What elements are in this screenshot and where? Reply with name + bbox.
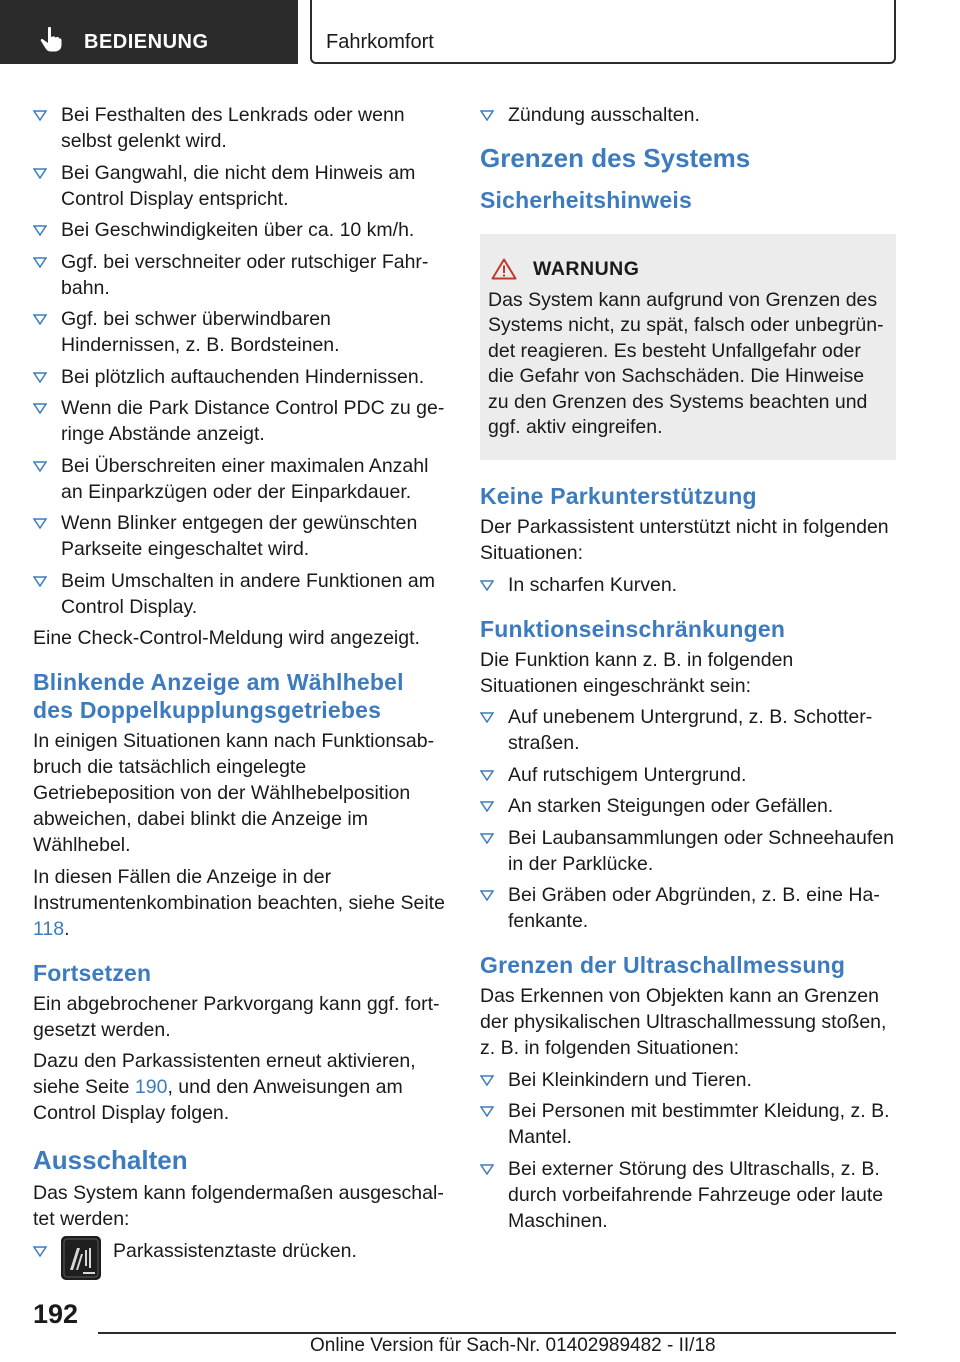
triangle-bullet-icon: [480, 1164, 494, 1175]
list-item-text: Ggf. bei verschneiter oder rutschiger Fahrbahn.: [61, 250, 429, 299]
triangle-bullet-icon: [33, 518, 47, 529]
list-item: [480, 825, 896, 877]
list-item: [33, 510, 449, 562]
page-link[interactable]: 190: [134, 1076, 168, 1098]
triangle-bullet-icon: [33, 461, 47, 472]
paragraph: In diesen Fällen die Anzeige in der Instrumentenkombination beachten, siehe Seite 118.: [33, 865, 445, 940]
triangle-bullet-icon: [480, 712, 494, 723]
heading-keine-parkunterstuetzung: Keine Parkunterstützung: [480, 483, 757, 510]
list-item: [33, 1238, 449, 1284]
list-item: [33, 217, 449, 243]
list-item-text: Beim Umschalten in andere Funktionen am Control Display.: [61, 569, 435, 618]
bullet-list: [480, 704, 896, 934]
list-item-text: Bei externer Störung des Ultraschalls, z. B. durch vorbeifahrende Fahrzeuge oder laute Maschinen.: [508, 1157, 884, 1232]
list-item: [480, 102, 896, 128]
list-item: [33, 306, 449, 358]
warning-triangle-icon: [491, 258, 517, 280]
right-column: [480, 102, 896, 1239]
park-assist-button-icon: [61, 1236, 101, 1280]
list-item-text: Bei plötzlich auftauchenden Hindernissen.: [61, 365, 425, 388]
list-item-text: Zündung ausschalten.: [508, 104, 700, 126]
hand-pointer-icon: [40, 26, 62, 52]
list-item-text: Wenn die Park Distance Control PDC zu geringe Abstände anzeigt.: [61, 397, 445, 445]
list-item-text: Bei Laubansammlungen oder Schneehaufen in der Parklücke.: [508, 826, 894, 875]
list-item-text: Auf rutschigem Untergrund.: [508, 763, 747, 786]
heading-funktionseinschraenkungen: Funktionseinschränkungen: [480, 615, 786, 642]
triangle-bullet-icon: [33, 372, 47, 383]
list-item-text: In scharfen Kurven.: [508, 573, 678, 596]
triangle-bullet-icon: [33, 168, 47, 179]
heading-sicherheitshinweis: Sicherheitshinweis: [480, 187, 692, 213]
triangle-bullet-icon: [33, 110, 47, 121]
triangle-bullet-icon: [480, 110, 494, 121]
page-link[interactable]: 118: [33, 917, 65, 940]
heading-fortsetzen: Fortsetzen: [33, 959, 152, 986]
triangle-bullet-icon: [480, 580, 494, 591]
heading-blink: Blinkende Anzeige am Wählhebel des Doppelkupplungsgetriebes: [33, 669, 404, 723]
page-number: 192: [33, 1299, 79, 1329]
triangle-bullet-icon: [480, 801, 494, 812]
check-control-text: Eine Check-Control-Meldung wird angezeigt.: [33, 627, 420, 649]
section-tab: [0, 0, 298, 64]
list-item: [33, 453, 449, 505]
paragraph: Der Parkassistent unterstützt nicht in folgenden Situationen:: [480, 516, 889, 565]
section-label: BEDIENUNG: [84, 31, 209, 53]
list-item: [33, 568, 449, 620]
triangle-bullet-icon: [33, 314, 47, 325]
warning-title: WARNUNG: [533, 258, 640, 280]
chapter-label: Fahrkomfort: [326, 31, 434, 53]
list-item: [33, 249, 449, 301]
heading-grenzen: Grenzen des Systems: [480, 143, 751, 173]
list-item-text: Wenn Blinker entgegen der gewünschten Parkseite eingeschaltet wird.: [61, 512, 418, 560]
triangle-bullet-icon: [480, 833, 494, 844]
list-item: [480, 1067, 896, 1093]
paragraph: In einigen Situationen kann nach Funktionsabbruch die tatsächlich eingelegte Getriebeposition von der Wählhebelposition abweichen, dabei blinkt die Anzeige im Wählhebel.: [33, 730, 435, 856]
list-item-text: Ggf. bei schwer überwindbaren Hindernissen, z. B. Bordsteinen.: [61, 308, 340, 356]
bullet-list: [480, 1067, 896, 1234]
list-item: [480, 704, 896, 756]
bullet-list: [480, 572, 896, 598]
list-item: [33, 364, 449, 390]
triangle-bullet-icon: [33, 225, 47, 236]
list-item: [33, 160, 449, 212]
list-item-text: Bei Gräben oder Abgründen, z. B. eine Hafenkante.: [508, 884, 880, 933]
paragraph: Das Erkennen von Objekten kann an Grenzen der physikalischen Ultraschallmessung stoßen, z. B. in folgenden Situationen:: [480, 985, 887, 1060]
paragraph: Die Funktion kann z. B. in folgenden Situationen eingeschränkt sein:: [480, 648, 794, 697]
warning-text: Das System kann aufgrund von Grenzen des Systems nicht, zu spät, falsch oder unbegründet reagieren. Es besteht Unfallgefahr oder die Gefahr von Sachschäden. Die Hinweise zu den Grenzen des Systems beachten und ggf. aktiv eingreifen.: [488, 289, 884, 439]
list-item-text: Bei Geschwindigkeiten über ca. 10 km/h.: [61, 219, 415, 241]
chapter-tab: [310, 0, 896, 64]
list-item: [480, 793, 896, 819]
list-item-text: Bei Personen mit bestimmter Kleidung, z. B. Mantel.: [508, 1100, 890, 1149]
list-item: [480, 572, 896, 598]
list-item-text: Bei Kleinkindern und Tieren.: [508, 1068, 752, 1091]
triangle-bullet-icon: [33, 1246, 47, 1257]
bullet-list: [33, 102, 449, 620]
list-item-text: Bei Festhalten des Lenkrads oder wenn selbst gelenkt wird.: [61, 104, 405, 152]
triangle-bullet-icon: [480, 770, 494, 781]
paragraph: Ein abgebrochener Parkvorgang kann ggf. fortgesetzt werden.: [33, 992, 440, 1041]
footer-online-version: Online Version für Sach-Nr. 01402989482 - II/18: [310, 1335, 716, 1356]
list-item: [480, 762, 896, 788]
list-item: [480, 882, 896, 934]
list-item: [480, 1156, 896, 1234]
heading-ausschalten: Ausschalten: [33, 1145, 188, 1175]
list-item-text: Bei Überschreiten einer maximalen Anzahl an Einparkzügen oder der Einparkdauer.: [61, 454, 429, 503]
list-item: [33, 395, 449, 447]
paragraph: Das System kann folgendermaßen ausgeschaltet werden:: [33, 1182, 444, 1230]
heading-ultraschallmessung: Grenzen der Ultraschallmessung: [480, 952, 846, 979]
triangle-bullet-icon: [33, 257, 47, 268]
list-item-text: Auf unebenem Untergrund, z. B. Schotterstraßen.: [508, 706, 873, 755]
list-item-text: An starken Steigungen oder Gefällen.: [508, 795, 834, 818]
list-item-text: Parkassistenztaste drücken.: [113, 1239, 357, 1262]
triangle-bullet-icon: [480, 1106, 494, 1117]
paragraph: Dazu den Parkassistenten erneut aktivieren, siehe Seite 190, und den Anweisungen am Control Display folgen.: [33, 1050, 416, 1124]
warning-header: [488, 256, 888, 282]
list-item: [33, 102, 449, 154]
triangle-bullet-icon: [480, 1075, 494, 1086]
triangle-bullet-icon: [480, 890, 494, 901]
list-item-text: Bei Gangwahl, die nicht dem Hinweis am Control Display entspricht.: [61, 161, 416, 210]
triangle-bullet-icon: [33, 403, 47, 414]
left-column: [33, 102, 449, 1289]
list-item: [480, 1098, 896, 1150]
triangle-bullet-icon: [33, 576, 47, 587]
warning-box: [480, 234, 896, 460]
